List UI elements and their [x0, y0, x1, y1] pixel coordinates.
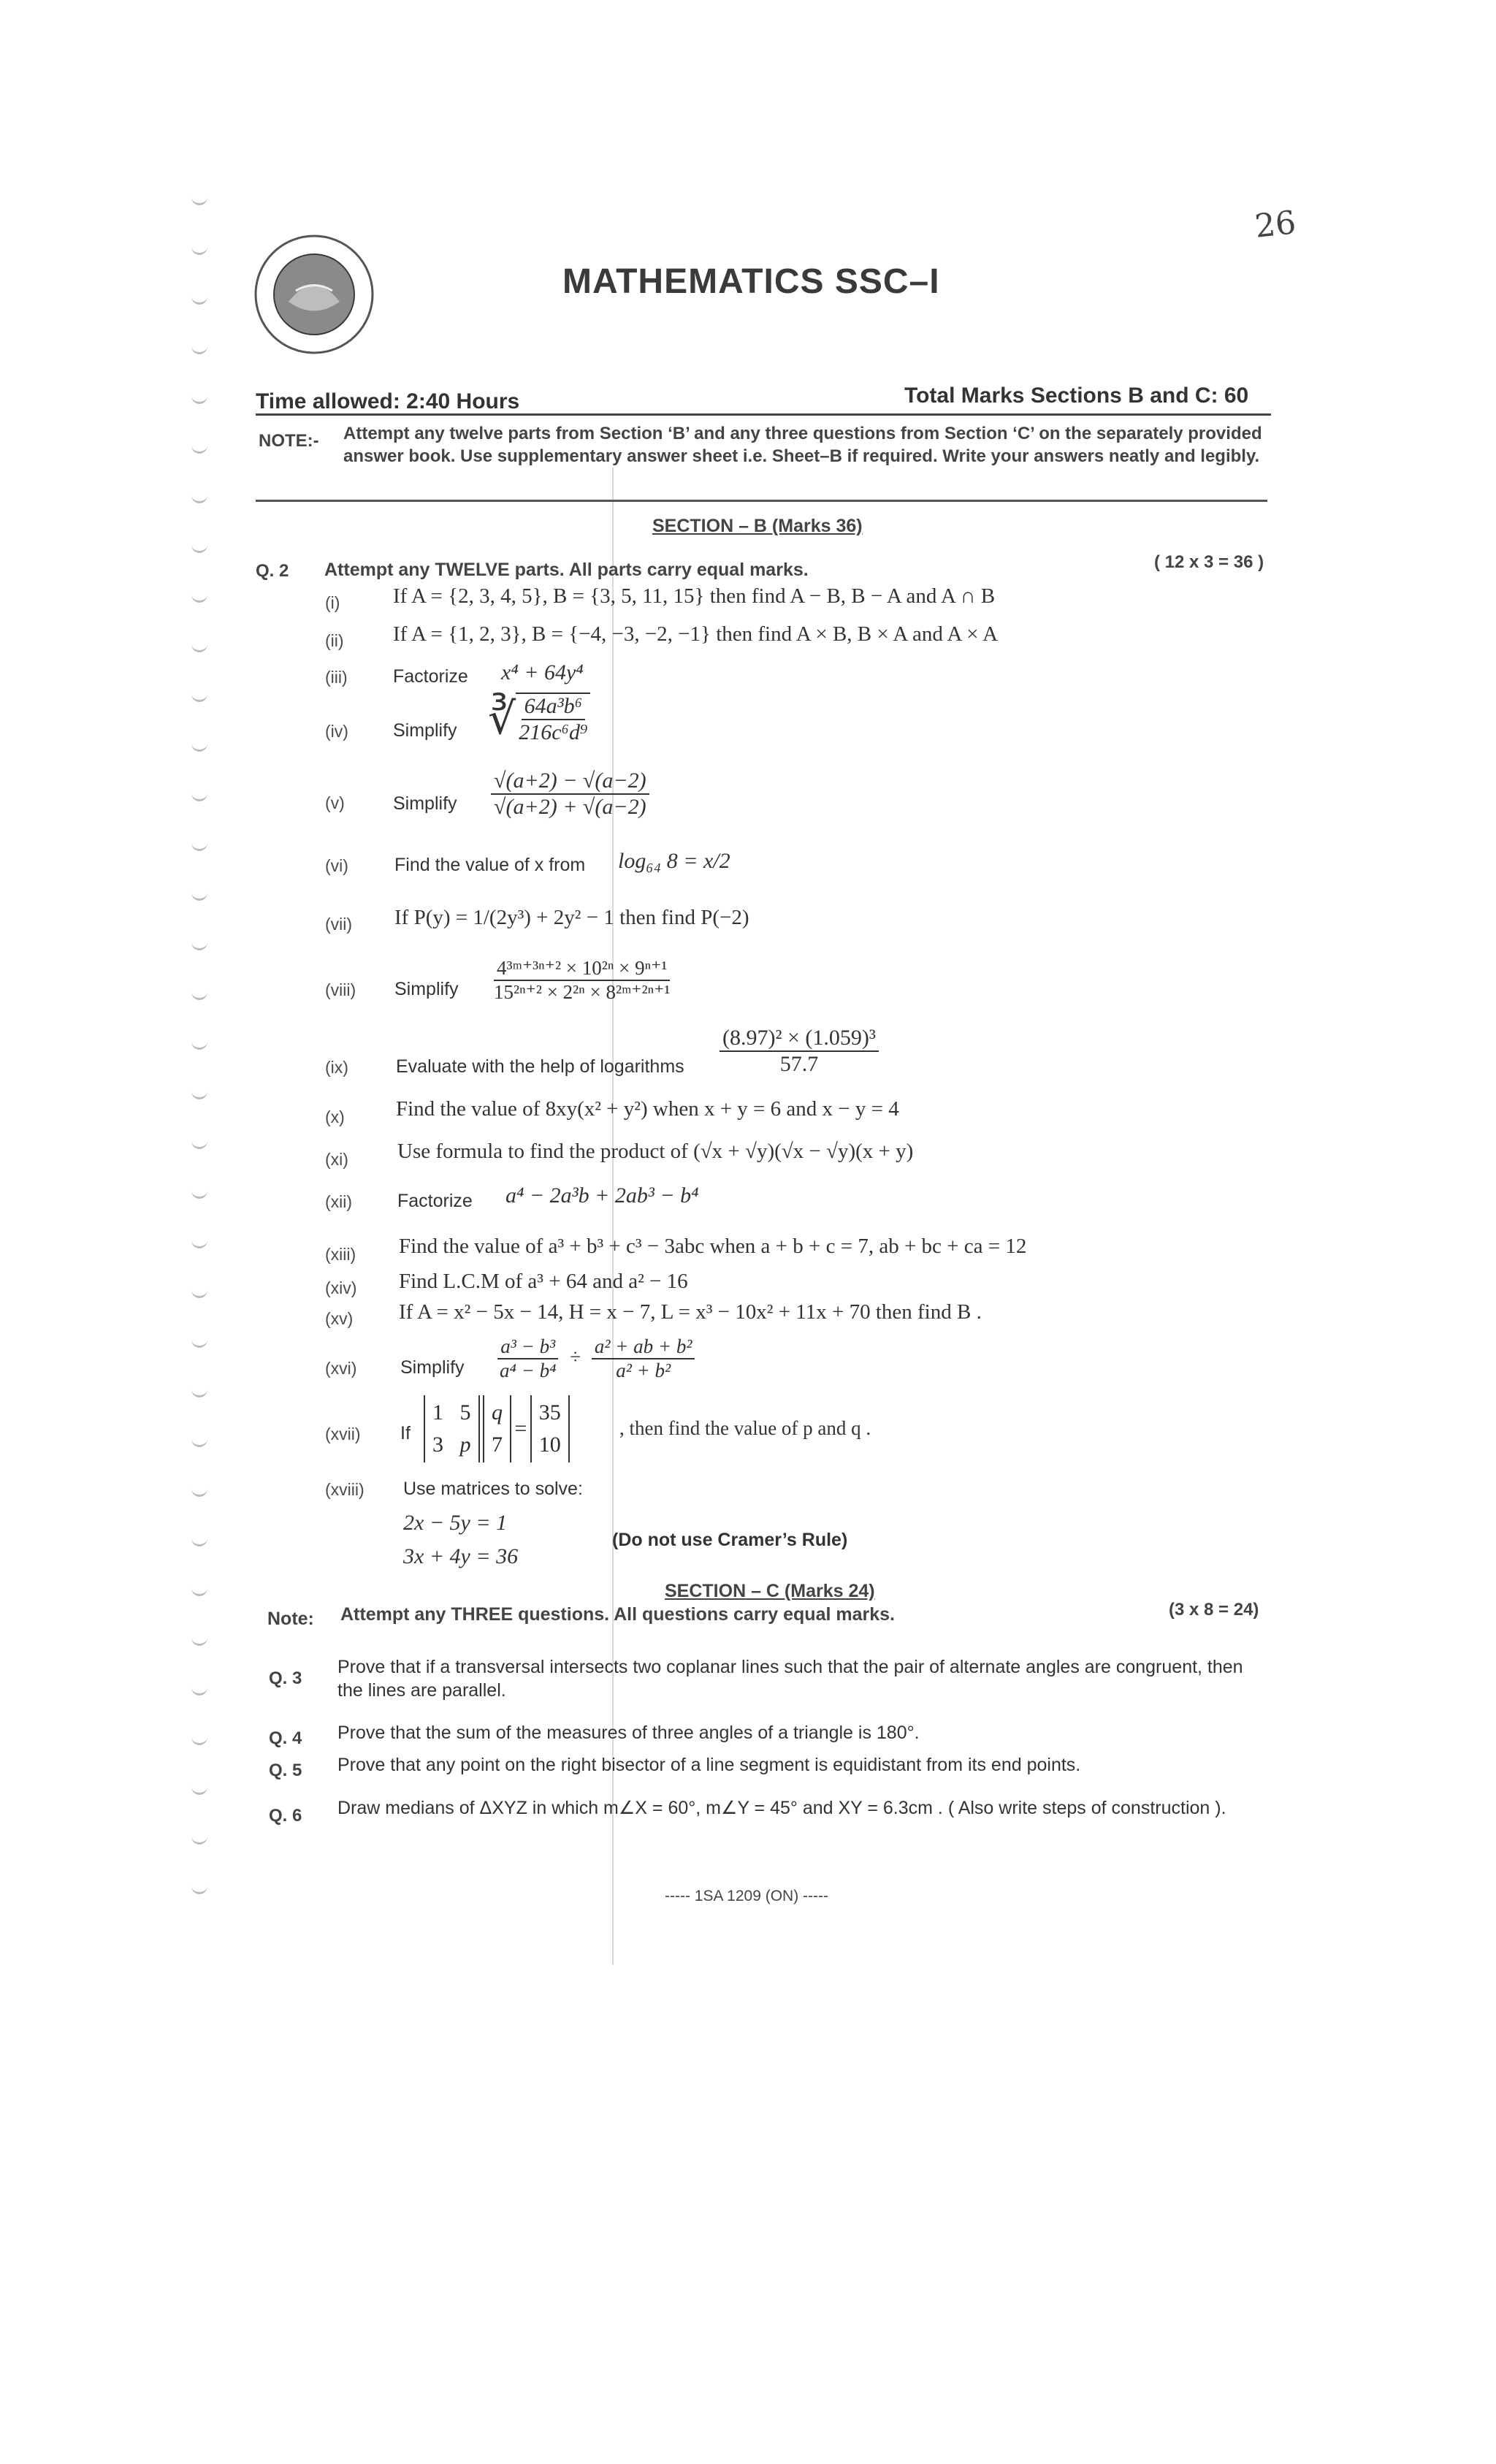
matrix-entry: 1: [432, 1400, 443, 1424]
q4-text: Prove that the sum of the measures of three angles of a triangle is 180°.: [337, 1723, 920, 1743]
part-number: (vi): [325, 856, 348, 875]
q2-instruction: Attempt any TWELVE parts. All parts carry equal marks.: [324, 560, 809, 580]
q5-text: Prove that any point on the right bisector of a line segment is equidistant from its end points.: [337, 1755, 1081, 1775]
time-allowed: Time allowed: 2:40 Hours: [256, 389, 520, 413]
fraction-denominator: 57.7: [779, 1052, 819, 1076]
part-number: (xviii): [325, 1480, 365, 1499]
matrix-entry: 7: [491, 1433, 503, 1457]
part-number: (iv): [325, 722, 348, 741]
part-text: Find the value of 8xy(x² + y²) when x + y = 6 and x − y = 4: [396, 1097, 899, 1121]
total-marks: Total Marks Sections B and C: 60: [904, 384, 1249, 408]
note-text: Attempt any twelve parts from Section ‘B’ and any three questions from Section ‘C’ on the separately provided answer book. Use supplementary answer sheet i.e. Sheet–B if required. Write your answers neatly and legibly.: [343, 424, 1262, 466]
part-text: Simplify: [393, 720, 457, 741]
section-c-heading: SECTION – C (Marks 24): [665, 1581, 875, 1601]
part-text: If: [400, 1423, 411, 1443]
q4-number: Q. 4: [269, 1728, 302, 1748]
division-fractions: $\frac{\text{a³ − b³}}{\text{a⁴ − b⁴}}$ ÷ $\frac{\text{a² + ab + b²}}{\text{a² + b²}}$: [497, 1335, 695, 1382]
q6-number: Q. 6: [269, 1806, 302, 1826]
header-rule: [256, 413, 1271, 416]
note-rule: [256, 500, 1267, 502]
equation-1: 2x − 5y = 1: [403, 1511, 508, 1535]
part-text: Use matrices to solve:: [403, 1479, 583, 1499]
q2-number: Q. 2: [256, 561, 289, 581]
part-math: a⁴ − 2a³b + 2ab³ − b⁴: [505, 1183, 699, 1208]
part-text: Find the value of x from: [394, 855, 586, 875]
section-c-instruction: Attempt any THREE questions. All questions carry equal marks.: [340, 1604, 895, 1625]
part-text: Use formula to find the product of (√x + √y)(√x − √y)(x + y): [397, 1140, 914, 1163]
matrix-entry: q: [491, 1400, 503, 1424]
part-text: Factorize: [393, 666, 468, 687]
fraction-denominator: 15²ⁿ⁺² × 2²ⁿ × 8²ᵐ⁺²ⁿ⁺¹: [494, 981, 671, 1003]
part-math: log₆₄ 8 = x/2: [618, 849, 730, 873]
q3-number: Q. 3: [269, 1668, 302, 1688]
matrix-entry: 35: [538, 1400, 561, 1424]
part-text: Factorize: [397, 1191, 473, 1211]
note-label: NOTE:-: [259, 431, 319, 451]
part-number: (xvi): [325, 1359, 357, 1378]
section-c-marks: (3 x 8 = 24): [1169, 1600, 1259, 1620]
section-c-note-label: Note:: [267, 1609, 314, 1629]
part-number: (viii): [325, 980, 356, 999]
matrix-c: [530, 1395, 570, 1462]
cramer-note: (Do not use Cramer’s Rule): [612, 1530, 848, 1550]
fraction-denominator: a⁴ − b⁴: [500, 1359, 557, 1381]
log-fraction: [720, 1026, 879, 1077]
page-title: MATHEMATICS SSC–I: [562, 262, 940, 301]
part-number: (xv): [325, 1309, 354, 1328]
section-b-heading: SECTION – B (Marks 36): [652, 516, 863, 536]
part-text-after: , then find the value of p and q .: [619, 1417, 871, 1439]
q3-text: Prove that if a transversal intersects two coplanar lines such that the pair of alternate angles are congruent, then the lines are parallel.: [337, 1657, 1243, 1701]
part-number: (x): [325, 1107, 345, 1126]
part-number: (xiv): [325, 1278, 357, 1297]
fraction-numerator: a³ − b³: [497, 1335, 558, 1359]
matrix-a: [424, 1395, 480, 1462]
part-number: (v): [325, 793, 345, 812]
part-number: (iii): [325, 668, 348, 687]
part-text: Find L.C.M of a³ + 64 and a² − 16: [399, 1270, 688, 1293]
part-text: Evaluate with the help of logarithms: [396, 1056, 684, 1077]
part-number: (xi): [325, 1150, 348, 1169]
fraction-denominator: a² + b²: [616, 1359, 671, 1381]
part-number: (ix): [325, 1058, 348, 1077]
matrix-entry: 10: [538, 1433, 561, 1457]
part-text: If P(y) = 1/(2y³) + 2y² − 1 then find P(−2): [394, 906, 749, 929]
fraction-numerator: a² + ab + b²: [592, 1335, 695, 1359]
exponent-fraction: [491, 957, 673, 1004]
part-number: (xii): [325, 1192, 353, 1211]
part-number: (vii): [325, 915, 353, 934]
q2-marks: ( 12 x 3 = 36 ): [1154, 552, 1264, 572]
part-text: Simplify: [400, 1357, 465, 1378]
part-math: x⁴ + 64y⁴: [501, 660, 584, 684]
fraction-numerator: (8.97)² × (1.059)³: [720, 1026, 879, 1052]
part-text: If A = {1, 2, 3}, B = {−4, −3, −2, −1} then find A × B, B × A and A × A: [393, 622, 999, 646]
fraction-denominator: √(a+2) + √(a−2): [494, 795, 646, 819]
footer-code: ----- 1SA 1209 (ON) -----: [665, 1888, 829, 1904]
part-number: (ii): [325, 631, 344, 650]
part-text: If A = {2, 3, 4, 5}, B = {3, 5, 11, 15} then find A − B, B − A and A ∩ B: [393, 584, 996, 608]
part-text: Simplify: [393, 793, 457, 814]
q6-text: Draw medians of ΔXYZ in which m∠X = 60°, m∠Y = 45° and XY = 6.3cm . ( Also write steps of construction ).: [337, 1798, 1226, 1818]
matrix-entry: 5: [459, 1400, 471, 1424]
part-number: (xiii): [325, 1245, 356, 1264]
fraction-numerator: √(a+2) − √(a−2): [491, 768, 649, 795]
matrix-entry: p: [459, 1433, 471, 1457]
matrix-b: [483, 1395, 511, 1462]
part-text: If A = x² − 5x − 14, H = x − 7, L = x³ − 10x² + 11x + 70 then find B .: [399, 1300, 982, 1324]
handwritten-page-number: 26: [1253, 204, 1298, 245]
part-number: (i): [325, 593, 340, 612]
part-number: (xvii): [325, 1424, 361, 1443]
fraction-denominator: 216c⁶d⁹: [519, 720, 588, 744]
q5-number: Q. 5: [269, 1761, 302, 1780]
matrix-entry: 3: [432, 1433, 443, 1457]
fraction-numerator: 64a³b⁶: [522, 694, 585, 720]
matrix-equation: 1 5 3 p q 7 = 35 10: [424, 1395, 570, 1462]
surd-fraction: [491, 768, 649, 820]
equation-2: 3x + 4y = 36: [403, 1544, 519, 1568]
part-text: Simplify: [394, 979, 459, 999]
fraction-numerator: 4³ᵐ⁺³ⁿ⁺² × 10²ⁿ × 9ⁿ⁺¹: [494, 957, 670, 981]
part-text: Find the value of a³ + b³ + c³ − 3abc when a + b + c = 7, ab + bc + ca = 12: [399, 1235, 1027, 1258]
cube-root-fraction: ∛ $\frac{\text{64a³b⁶}}{\text{216c⁶d⁹}}$: [488, 693, 590, 745]
board-logo: [252, 232, 376, 356]
